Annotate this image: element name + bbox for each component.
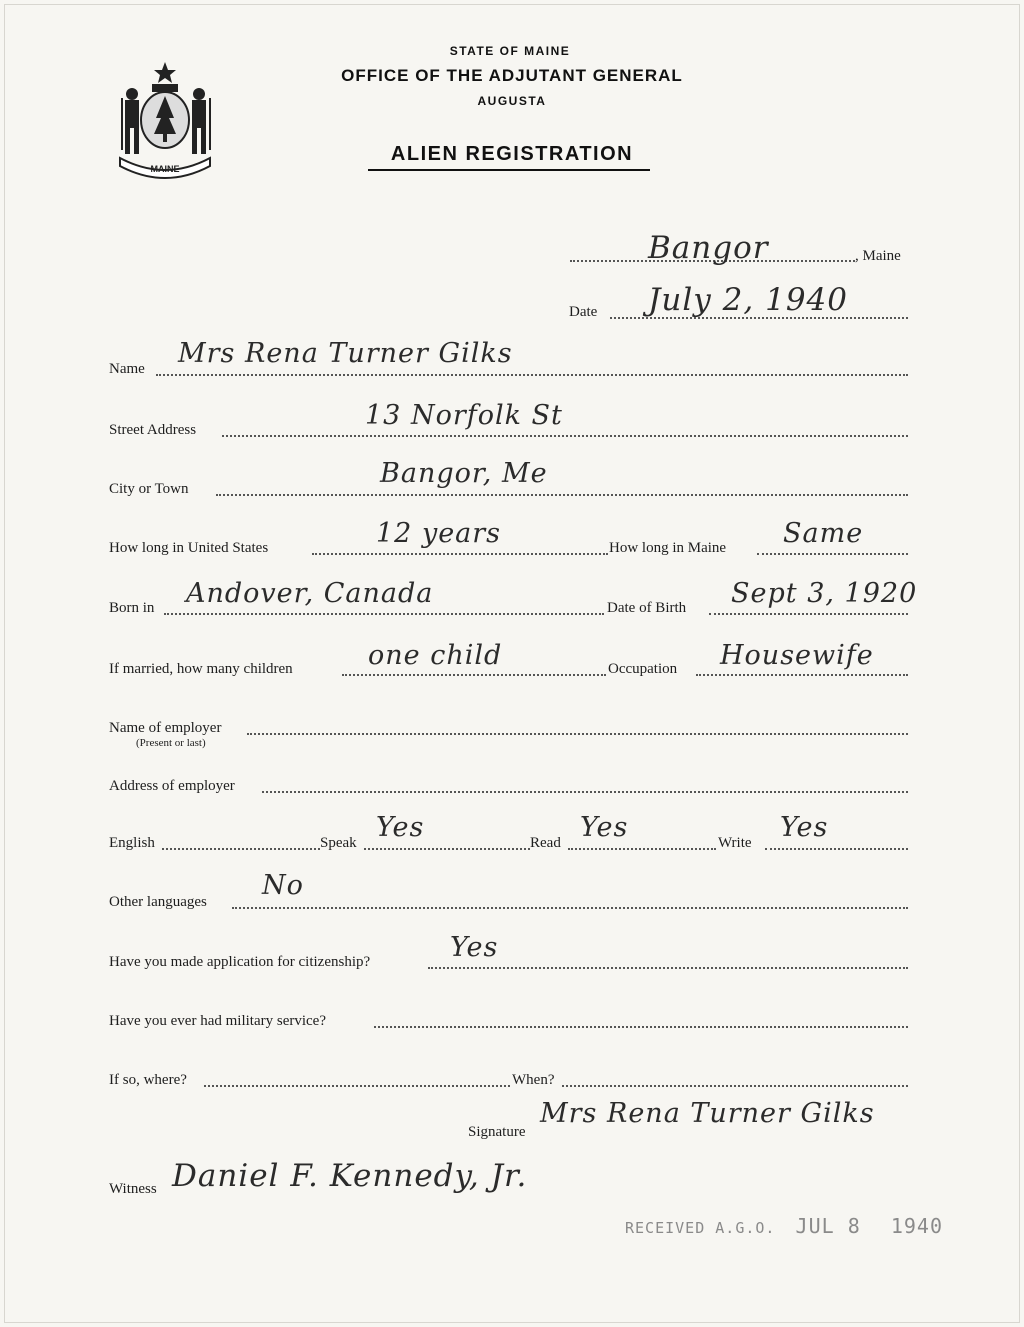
how-long-us-dots (312, 553, 608, 555)
witness-entry: Daniel F. Kennedy, Jr. (172, 1158, 528, 1194)
street-address-dots (222, 435, 908, 437)
military-dots (374, 1026, 908, 1028)
occupation-label: Occupation (608, 661, 678, 677)
signature-label: Signature (468, 1124, 526, 1140)
svg-text:MAINE: MAINE (150, 164, 180, 174)
employer-address-dots (262, 791, 908, 793)
signature-entry: Mrs Rena Turner Gilks (540, 1098, 875, 1129)
name-entry: Mrs Rena Turner Gilks (178, 338, 513, 369)
speak-dots (364, 848, 530, 850)
street-address-label: Street Address (109, 422, 197, 438)
speak-label: Speak (320, 835, 357, 851)
read-entry: Yes (580, 812, 629, 843)
how-long-maine-label: How long in Maine (609, 540, 727, 556)
maine-label: , Maine (855, 248, 901, 264)
children-label: If married, how many children (109, 661, 293, 677)
date-of-birth-entry: Sept 3, 1920 (731, 578, 918, 609)
where-dots (204, 1085, 510, 1087)
read-dots (568, 848, 716, 850)
citizenship-entry: Yes (450, 932, 499, 963)
stamp-received: RECEIVED A.G.O. (625, 1219, 776, 1237)
speak-entry: Yes (376, 812, 425, 843)
other-languages-dots (232, 907, 908, 909)
other-languages-label: Other languages (109, 894, 207, 910)
employer-name-label: Name of employer (109, 720, 222, 736)
other-languages-entry: No (262, 870, 304, 901)
city-dots (216, 494, 908, 496)
how-long-us-label: How long in United States (109, 540, 269, 556)
where-label: If so, where? (109, 1072, 187, 1088)
header-city: AUGUSTA (477, 94, 547, 108)
write-label: Write (718, 835, 752, 851)
when-dots (562, 1085, 908, 1087)
date-label: Date (569, 304, 598, 320)
when-label: When? (512, 1072, 555, 1088)
name-dots (156, 374, 908, 376)
city-entry: Bangor, Me (380, 458, 548, 489)
name-label: Name (109, 361, 145, 377)
occupation-entry: Housewife (720, 640, 874, 671)
received-stamp (625, 1214, 943, 1238)
write-entry: Yes (780, 812, 829, 843)
born-in-label: Born in (109, 600, 155, 616)
street-address-entry: 13 Norfolk St (365, 400, 563, 431)
place-entry: Bangor (648, 230, 769, 266)
how-long-us-entry: 12 years (376, 518, 502, 549)
citizenship-dots (428, 967, 908, 969)
header-state: STATE OF MAINE (449, 44, 571, 58)
occupation-dots (696, 674, 908, 676)
witness-label: Witness (109, 1181, 157, 1197)
english-label: English (109, 835, 155, 851)
write-dots (765, 848, 908, 850)
citizenship-label: Have you made application for citizenship? (109, 954, 371, 970)
how-long-maine-entry: Same (783, 518, 864, 549)
city-label: City or Town (109, 481, 189, 497)
english-dots (162, 848, 320, 850)
how-long-maine-dots (757, 553, 908, 555)
stamp-year: 1940 (890, 1214, 944, 1238)
header-office: OFFICE OF THE ADJUTANT GENERAL (341, 66, 683, 85)
stamp-month-day: JUL 8 (795, 1214, 861, 1238)
date-of-birth-dots (709, 613, 908, 615)
title-underline (368, 169, 650, 171)
children-entry: one child (368, 640, 503, 671)
born-in-dots (164, 613, 604, 615)
form-title: ALIEN REGISTRATION (390, 143, 634, 165)
children-dots (342, 674, 606, 676)
date-of-birth-label: Date of Birth (607, 600, 687, 616)
date-entry: July 2, 1940 (648, 282, 848, 318)
employer-note: (Present or last) (136, 737, 206, 749)
born-in-entry: Andover, Canada (186, 578, 434, 609)
military-label: Have you ever had military service? (109, 1013, 326, 1029)
employer-address-label: Address of employer (109, 778, 235, 794)
employer-name-dots (247, 733, 908, 735)
read-label: Read (530, 835, 561, 851)
